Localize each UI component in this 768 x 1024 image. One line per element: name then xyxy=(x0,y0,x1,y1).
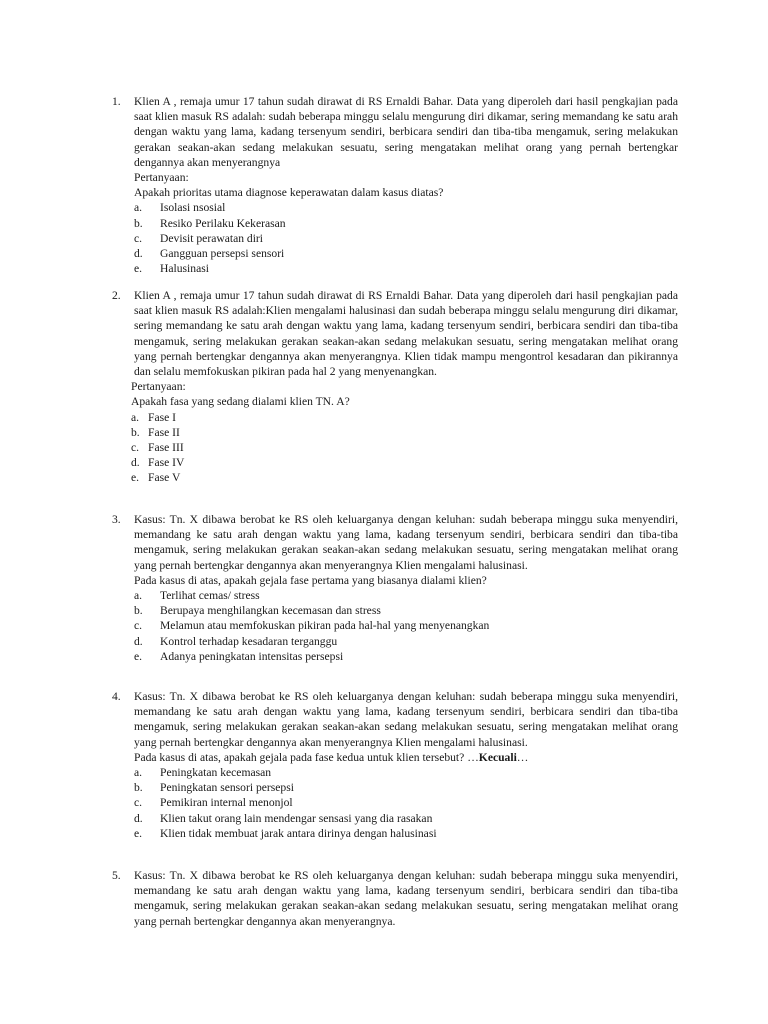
option-item xyxy=(134,826,678,841)
option-letter: a. xyxy=(134,766,143,780)
option-text: Kontrol terhadap kesadaran terganggu xyxy=(160,634,338,648)
option-text: Pemikiran internal menonjol xyxy=(160,796,293,810)
option-item xyxy=(134,603,678,618)
option-item xyxy=(134,246,678,261)
option-item xyxy=(134,588,678,603)
option-text: Terlihat cemas/ stress xyxy=(160,589,260,603)
option-text: Fase I xyxy=(148,410,177,424)
option-text: Fase V xyxy=(148,471,181,485)
question-number: 3. xyxy=(112,513,121,526)
option-text: Peningkatan sensori persepsi xyxy=(160,781,294,795)
question-text: Pada kasus di atas, apakah gejala fase pertama yang biasanya dialami klien? xyxy=(134,573,487,587)
option-letter: e. xyxy=(131,471,140,485)
question-1 xyxy=(112,94,678,276)
option-letter: a. xyxy=(134,201,143,215)
option-letter: d. xyxy=(134,634,143,648)
option-item xyxy=(131,455,678,470)
question-suffix: … xyxy=(516,750,529,764)
option-letter: b. xyxy=(134,216,143,230)
option-item xyxy=(134,765,678,780)
option-item xyxy=(134,795,678,810)
option-letter: d. xyxy=(131,456,140,470)
option-text: Klien takut orang lain mendengar sensasi yang dia rasakan xyxy=(160,811,433,825)
option-text: Klien tidak membuat jarak antara dirinya dengan halusinasi xyxy=(160,826,437,840)
option-list xyxy=(134,588,678,664)
option-letter: c. xyxy=(134,231,143,245)
option-letter: d. xyxy=(134,811,143,825)
case-text: Klien A , remaja umur 17 tahun sudah dirawat di RS Ernaldi Bahar. Data yang diperoleh dari hasil pengkajian pada saat klien masuk RS adalah:Klien mengalami halusinasi dan sudah beberapa minggu selalu mengurung diri dikamar, sering memandang ke satu arah dengan waktu yang lama, kadang tersenyum sendiri, berbicara sendiri dan tiba-tiba mengamuk, sering melakukan gerakan seakan-akan sedang melakukan sesuatu, sering mengatakan melihat orang yang pernah bertengkar dengannya akan menyerangnya. Klien tidak mampu mengontrol kesadaran dan pikirannya dan selalu memfokuskan pikiran pada hal 2 yang menyenangkan. xyxy=(134,289,678,379)
question-number: 4. xyxy=(112,690,121,703)
question-text: Apakah fasa yang sedang dialami klien TN. A? xyxy=(131,395,350,409)
case-text: Klien A , remaja umur 17 tahun sudah dirawat di RS Ernaldi Bahar. Data yang diperoleh dari hasil pengkajian pada saat klien masuk RS adalah: sudah beberapa minggu selalu mengurung diri dikamar, sering memandang ke satu arah dengan waktu yang lama, kadang tersenyum sendiri, berbicara sendiri dan tiba-tiba mengamuk, sering melakukan gerakan seakan-akan sedang melakukan sesuatu, sering mengatakan melihat orang yang pernah bertengkar dengannya akan menyerangnya xyxy=(134,95,678,169)
option-letter: d. xyxy=(134,247,143,261)
option-letter: c. xyxy=(134,796,143,810)
option-item xyxy=(134,649,678,664)
option-item xyxy=(131,470,678,485)
option-text: Gangguan persepsi sensori xyxy=(160,247,285,261)
question-number: 1. xyxy=(112,95,121,108)
option-letter: c. xyxy=(131,441,140,455)
question-number: 5. xyxy=(112,869,121,882)
option-text: Berupaya menghilangkan kecemasan dan stress xyxy=(160,604,381,618)
option-item xyxy=(134,200,678,215)
option-text: Adanya peningkatan intensitas persepsi xyxy=(160,649,344,663)
option-list xyxy=(134,765,678,841)
option-letter: b. xyxy=(134,604,143,618)
option-item xyxy=(134,811,678,826)
option-text: Halusinasi xyxy=(160,262,209,276)
option-text: Isolasi nsosial xyxy=(160,201,226,215)
question-number: 2. xyxy=(112,289,121,302)
question-3 xyxy=(112,512,678,664)
option-letter: e. xyxy=(134,649,143,663)
question-5 xyxy=(112,868,678,929)
option-list xyxy=(134,200,678,276)
option-item xyxy=(134,780,678,795)
case-text: Kasus: Tn. X dibawa berobat ke RS oleh keluarganya dengan keluhan: sudah beberapa minggu suka menyendiri, memandang ke satu arah dengan waktu yang lama, kadang tersenyum sendiri, berbicara sendiri dan tiba-tiba mengamuk, sering melakukan gerakan seakan-akan sedang melakukan sesuatu, sering mengatakan melihat orang yang pernah bertengkar dengannya akan menyerangnya Klien mengalami halusinasi. xyxy=(134,513,678,572)
option-text: Peningkatan kecemasan xyxy=(160,766,272,780)
question-label: Pertanyaan: xyxy=(134,171,189,185)
question-2 xyxy=(112,288,678,486)
option-item xyxy=(134,618,678,633)
question-text xyxy=(134,750,678,765)
option-letter: e. xyxy=(134,262,143,276)
option-item xyxy=(134,261,678,276)
option-item xyxy=(131,440,678,455)
option-text: Fase IV xyxy=(148,456,185,470)
option-letter: e. xyxy=(134,826,143,840)
option-item xyxy=(131,410,678,425)
option-text: Devisit perawatan diri xyxy=(160,231,264,245)
question-text: Apakah prioritas utama diagnose keperawatan dalam kasus diatas? xyxy=(134,186,444,200)
option-text: Resiko Perilaku Kekerasan xyxy=(160,216,286,230)
option-letter: b. xyxy=(134,781,143,795)
case-text: Kasus: Tn. X dibawa berobat ke RS oleh keluarganya dengan keluhan: sudah beberapa minggu suka menyendiri, memandang ke satu arah dengan waktu yang lama, kadang tersenyum sendiri, berbicara sendiri dan tiba-tiba mengamuk, sering melakukan gerakan seakan-akan sedang melakukan sesuatu, sering mengatakan melihat orang yang pernah bertengkar dengannya akan menyerangnya Klien mengalami halusinasi. xyxy=(134,690,678,749)
option-item xyxy=(131,425,678,440)
option-item xyxy=(134,231,678,246)
option-item xyxy=(134,216,678,231)
question-label: Pertanyaan: xyxy=(131,380,186,394)
question-4 xyxy=(112,689,678,841)
option-letter: b. xyxy=(131,425,140,439)
option-letter: c. xyxy=(134,619,143,633)
case-text: Kasus: Tn. X dibawa berobat ke RS oleh keluarganya dengan keluhan: sudah beberapa minggu suka menyendiri, memandang ke satu arah dengan waktu yang lama, kadang tersenyum sendiri, berbicara sendiri dan tiba-tiba mengamuk, sering melakukan gerakan seakan-akan sedang melakukan sesuatu, sering mengatakan melihat orang yang pernah bertengkar dengannya akan menyerangnya. xyxy=(134,869,678,928)
option-text: Melamun atau memfokuskan pikiran pada hal-hal yang menyenangkan xyxy=(160,619,490,633)
option-text: Fase II xyxy=(148,425,180,439)
option-list xyxy=(131,410,678,486)
option-text: Fase III xyxy=(148,441,184,455)
question-emphasis: Kecuali xyxy=(478,750,517,764)
option-item xyxy=(134,634,678,649)
option-letter: a. xyxy=(131,410,140,424)
option-letter: a. xyxy=(134,589,143,603)
question-prefix: Pada kasus di atas, apakah gejala pada fase kedua untuk klien tersebut? … xyxy=(134,750,479,764)
